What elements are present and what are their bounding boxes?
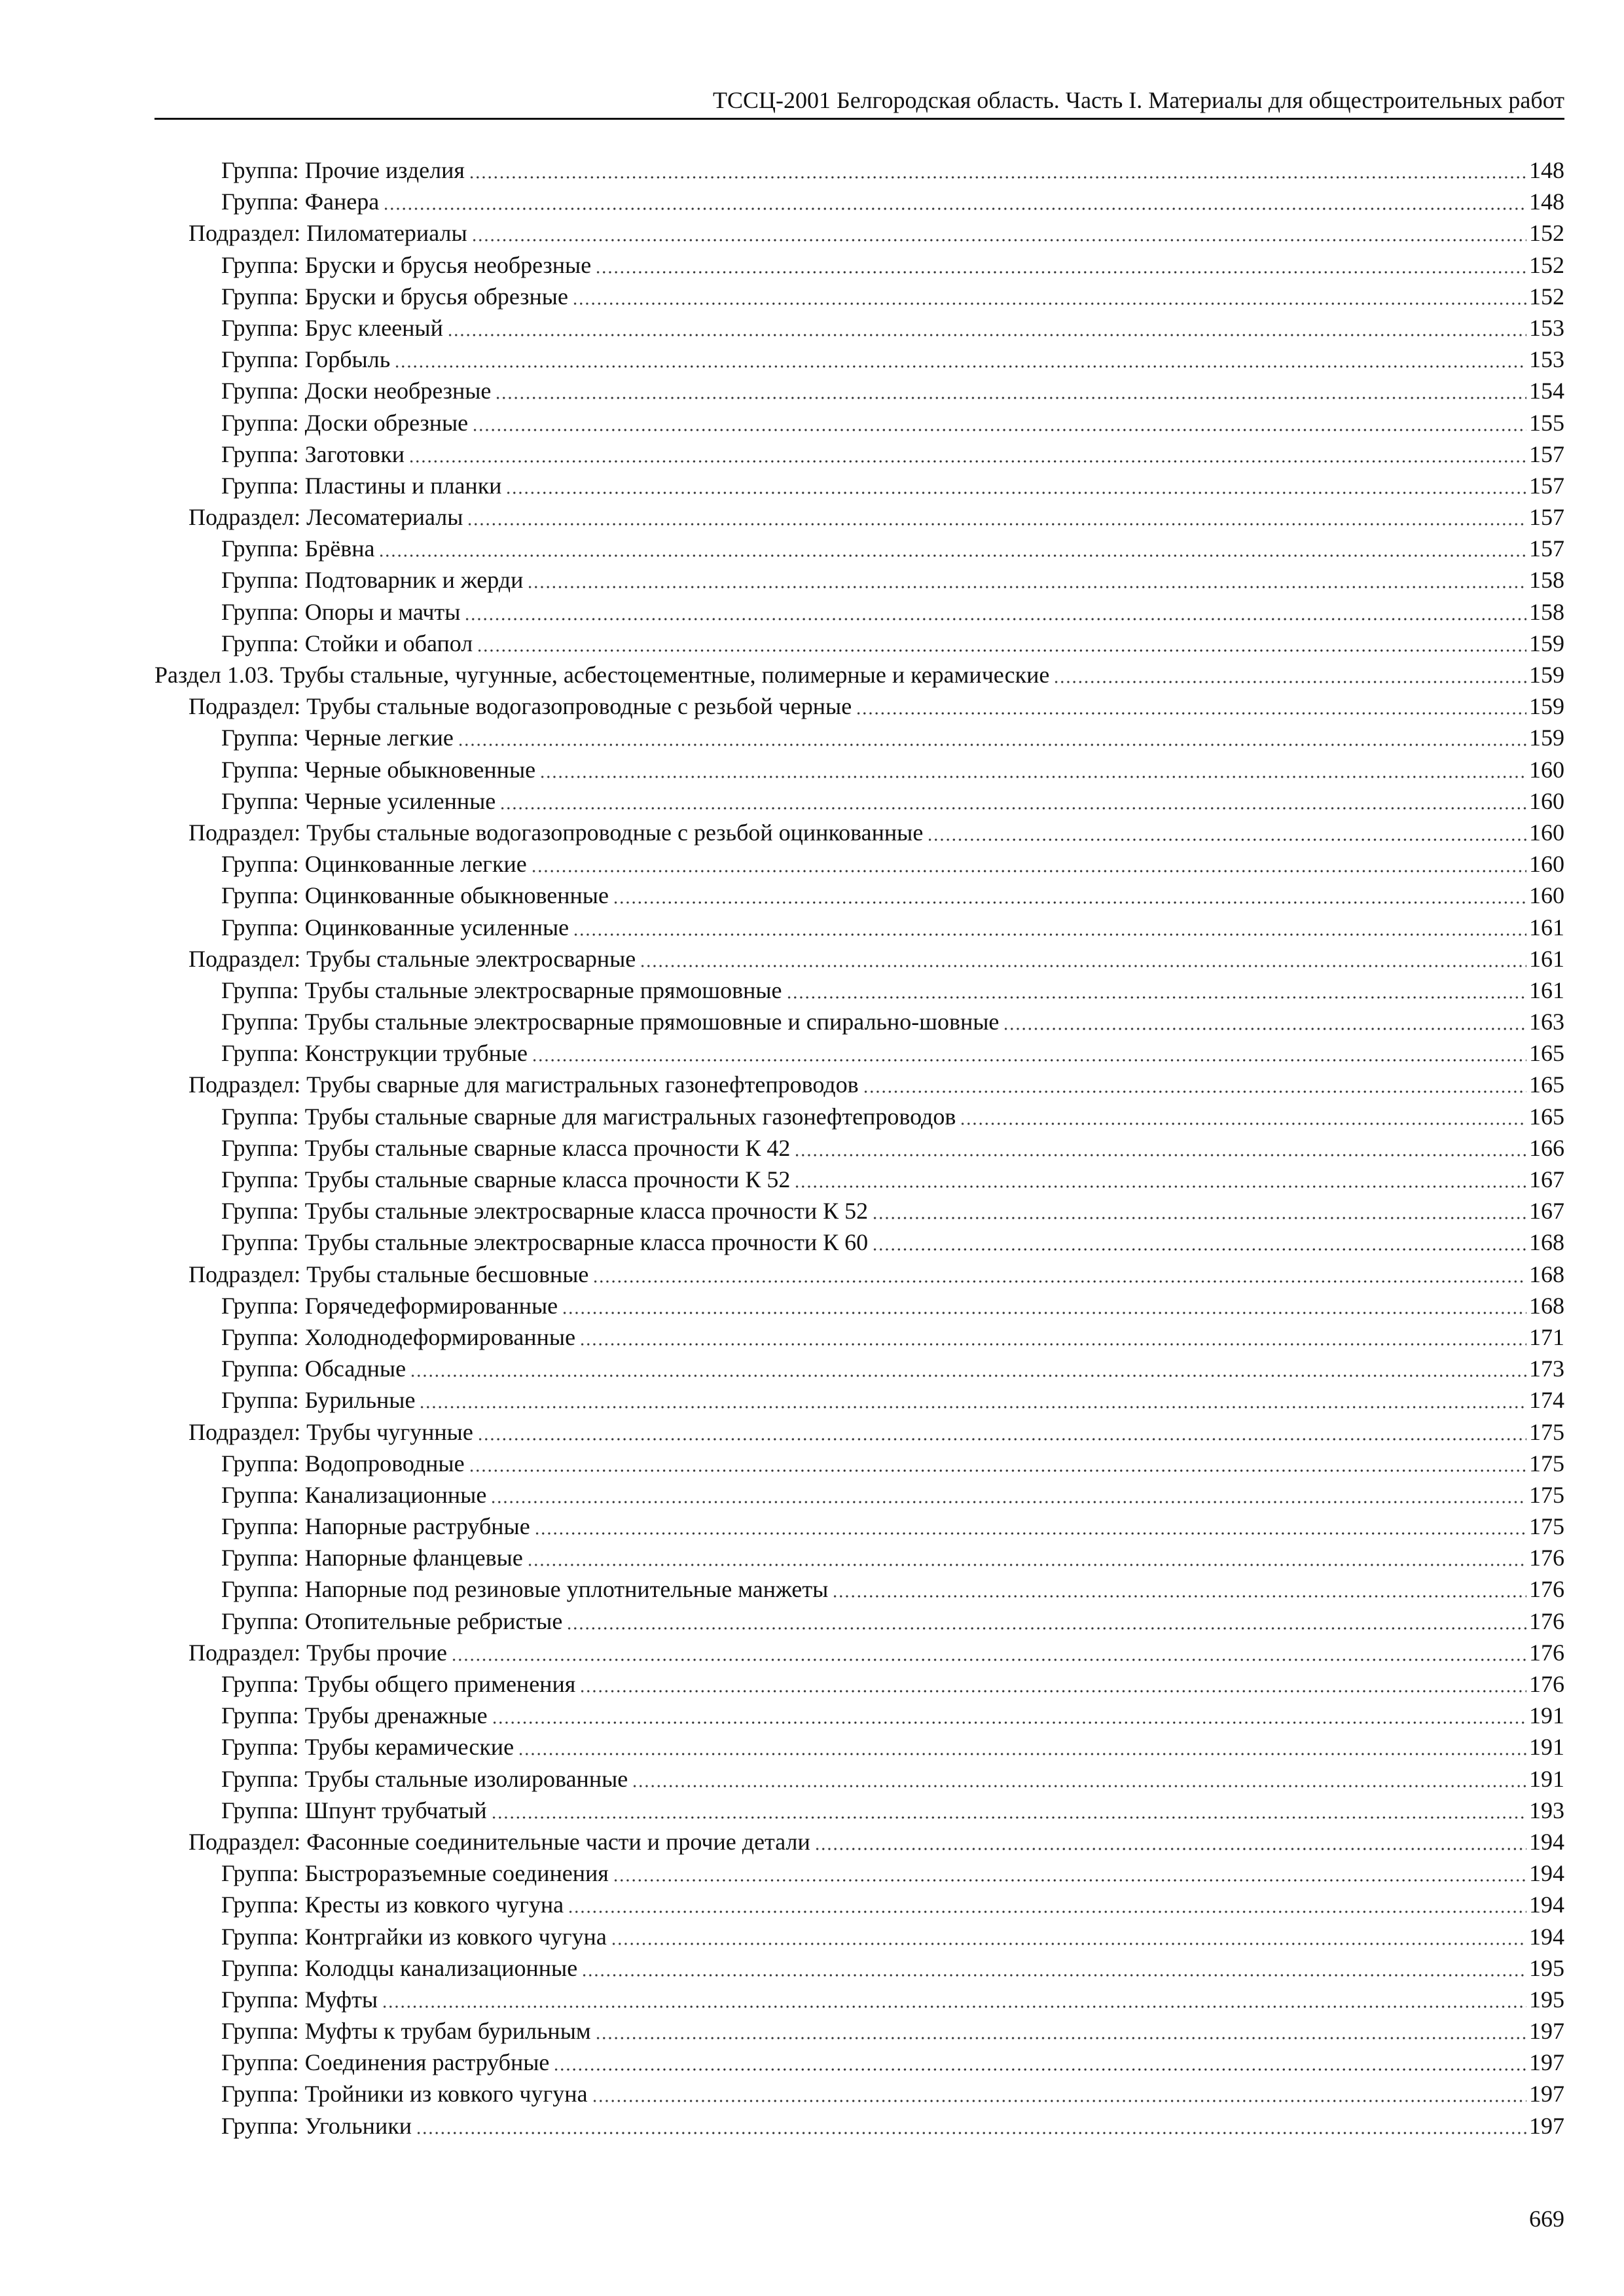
- toc-entry-label: Группа: Фанера: [221, 188, 380, 215]
- toc-entry[interactable]: [154, 1889, 1564, 1920]
- dot-leader: [640, 948, 1526, 968]
- toc-entry[interactable]: [154, 1384, 1564, 1416]
- toc-entry[interactable]: [154, 2047, 1564, 2078]
- toc-entry-label: Группа: Бруски и брусья необрезные: [221, 251, 592, 278]
- toc-entry-page: 159: [1529, 630, 1564, 656]
- toc-entry-page: 152: [1529, 283, 1564, 310]
- toc-entry-page: 165: [1529, 1071, 1564, 1098]
- toc-entry-label: Группа: Трубы керамические: [221, 1734, 514, 1761]
- dot-leader: [469, 160, 1526, 179]
- toc-entry-label: Группа: Обсадные: [221, 1355, 406, 1382]
- toc-entry-label: Группа: Быстроразъемные соединения: [221, 1860, 609, 1887]
- toc-entry[interactable]: [154, 154, 1564, 186]
- toc-entry[interactable]: [154, 217, 1564, 249]
- toc-entry[interactable]: [154, 439, 1564, 470]
- toc-entry-label: Подраздел: Трубы сварные для магистральных газонефтепроводов: [189, 1071, 859, 1098]
- toc-entry-label: Группа: Холоднодеформированные: [221, 1323, 576, 1350]
- dot-leader: [527, 569, 1526, 589]
- toc-entry[interactable]: [154, 281, 1564, 312]
- toc-entry[interactable]: [154, 2110, 1564, 2142]
- dot-leader: [477, 1422, 1526, 1441]
- dot-leader: [469, 1453, 1526, 1473]
- dot-leader: [477, 633, 1526, 653]
- toc-entry-page: 176: [1529, 1545, 1564, 1571]
- toc-entry-page: 154: [1529, 378, 1564, 404]
- toc-entry-label: Группа: Угольники: [221, 2112, 412, 2139]
- page-number: 669: [1529, 2206, 1564, 2232]
- toc-entry-page: 159: [1529, 693, 1564, 720]
- toc-entry-label: Группа: Канализационные: [221, 1481, 487, 1508]
- toc-entry[interactable]: [154, 754, 1564, 785]
- toc-entry-label: Группа: Колодцы канализационные: [221, 1954, 578, 1981]
- toc-entry-page: 176: [1529, 1576, 1564, 1603]
- toc-entry[interactable]: [154, 186, 1564, 217]
- toc-entry-page: 168: [1529, 1261, 1564, 1287]
- toc-entry-page: 167: [1529, 1166, 1564, 1193]
- toc-entry-page: 175: [1529, 1481, 1564, 1508]
- toc-entry-label: Группа: Муфты к трубам бурильным: [221, 2018, 591, 2045]
- toc-entry[interactable]: [154, 1037, 1564, 1069]
- toc-entry-page: 148: [1529, 188, 1564, 215]
- toc-entry-page: 194: [1529, 1923, 1564, 1950]
- dot-leader: [595, 255, 1526, 274]
- toc-entry-page: 157: [1529, 504, 1564, 531]
- toc-entry[interactable]: [154, 1668, 1564, 1700]
- toc-entry[interactable]: [154, 1353, 1564, 1384]
- toc-entry[interactable]: [154, 1984, 1564, 2015]
- dot-leader: [814, 1831, 1526, 1851]
- toc-entry-label: Группа: Подтоварник и жерди: [221, 567, 524, 594]
- dot-leader: [613, 885, 1526, 905]
- toc-entry-page: 194: [1529, 1860, 1564, 1887]
- toc-entry-page: 152: [1529, 220, 1564, 247]
- toc-entry-label: Группа: Брёвна: [221, 535, 375, 562]
- toc-entry-page: 165: [1529, 1103, 1564, 1130]
- toc-entry-page: 171: [1529, 1323, 1564, 1350]
- toc-entry-page: 161: [1529, 914, 1564, 941]
- toc-entry-label: Раздел 1.03. Трубы стальные, чугунные, асбестоцементные, полимерные и керамические: [154, 662, 1050, 688]
- toc-entry-page: 197: [1529, 2049, 1564, 2076]
- toc-entry-label: Группа: Доски необрезные: [221, 378, 492, 404]
- toc-entry-label: Группа: Конструкции трубные: [221, 1040, 528, 1067]
- toc-entry-label: Подраздел: Трубы стальные водогазопроводные с резьбой оцинкованные: [189, 819, 924, 846]
- toc-entry[interactable]: [154, 912, 1564, 943]
- toc-entry[interactable]: [154, 564, 1564, 596]
- toc-entry-page: 159: [1529, 725, 1564, 751]
- dot-leader: [539, 759, 1526, 779]
- toc-entry-page: 175: [1529, 1513, 1564, 1540]
- toc-entry-page: 157: [1529, 535, 1564, 562]
- toc-entry-label: Группа: Кресты из ковкого чугуна: [221, 1892, 564, 1918]
- dot-leader: [613, 1863, 1526, 1882]
- toc-entry[interactable]: [154, 1227, 1564, 1258]
- toc-entry-label: Группа: Трубы стальные электросварные прямошовные: [221, 977, 782, 1003]
- toc-entry-page: 160: [1529, 882, 1564, 909]
- toc-entry-page: 157: [1529, 472, 1564, 499]
- toc-entry[interactable]: [154, 1700, 1564, 1731]
- page-header-title: ТССЦ-2001 Белгородская область. Часть I. Материалы для общестроительных работ: [713, 87, 1564, 113]
- dot-leader: [872, 1200, 1526, 1220]
- toc-entry[interactable]: [154, 1952, 1564, 1984]
- toc-entry-label: Группа: Трубы стальные сварные класса прочности К 52: [221, 1166, 791, 1193]
- toc-entry[interactable]: [154, 1069, 1564, 1100]
- dot-leader: [573, 917, 1526, 937]
- dot-leader: [960, 1106, 1526, 1126]
- toc-entry-label: Группа: Горбыль: [221, 346, 391, 373]
- dot-leader: [419, 1390, 1526, 1409]
- toc-entry-page: 153: [1529, 346, 1564, 373]
- dot-leader: [499, 791, 1526, 810]
- toc-entry[interactable]: [154, 344, 1564, 375]
- toc-entry-page: 166: [1529, 1134, 1564, 1161]
- toc-entry-page: 191: [1529, 1765, 1564, 1792]
- toc-entry[interactable]: [154, 1731, 1564, 1763]
- toc-entry-page: 161: [1529, 945, 1564, 972]
- toc-entry-label: Группа: Бруски и брусья обрезные: [221, 283, 568, 310]
- dot-leader: [572, 286, 1526, 306]
- toc-entry-page: 175: [1529, 1450, 1564, 1477]
- dot-leader: [472, 412, 1526, 432]
- dot-leader: [579, 1674, 1526, 1693]
- toc-entry-label: Подраздел: Трубы стальные электросварные: [189, 945, 636, 972]
- toc-entry-page: 152: [1529, 251, 1564, 278]
- toc-entry-label: Подраздел: Пиломатериалы: [189, 220, 467, 247]
- dot-leader: [534, 1516, 1526, 1535]
- toc-entry[interactable]: [154, 1101, 1564, 1132]
- dot-leader: [383, 191, 1526, 211]
- toc-entry[interactable]: [154, 1132, 1564, 1164]
- toc-entry-page: 176: [1529, 1607, 1564, 1634]
- toc-entry[interactable]: [154, 1637, 1564, 1668]
- toc-entry-page: 160: [1529, 851, 1564, 878]
- dot-leader: [464, 601, 1526, 621]
- toc-entry[interactable]: [154, 1795, 1564, 1826]
- toc-entry-page: 153: [1529, 314, 1564, 341]
- toc-entry-page: 194: [1529, 1892, 1564, 1918]
- toc-entry-page: 175: [1529, 1418, 1564, 1445]
- toc-entry-label: Группа: Трубы общего применения: [221, 1671, 576, 1697]
- toc-entry-label: Группа: Соединения раструбные: [221, 2049, 550, 2076]
- dot-leader: [471, 223, 1526, 242]
- dot-leader: [527, 1547, 1526, 1567]
- toc-entry-label: Группа: Водопроводные: [221, 1450, 465, 1477]
- toc-entry-page: 197: [1529, 2081, 1564, 2108]
- toc-entry-label: Группа: Оцинкованные усиленные: [221, 914, 569, 941]
- toc-entry-label: Группа: Стойки и обапол: [221, 630, 473, 656]
- toc-entry[interactable]: [154, 628, 1564, 659]
- dot-leader: [495, 380, 1526, 400]
- header-rule: [154, 118, 1564, 120]
- toc-entry[interactable]: [154, 2078, 1564, 2109]
- dot-leader: [872, 1232, 1526, 1251]
- toc-entry-label: Группа: Заготовки: [221, 440, 405, 467]
- toc-entry-page: 174: [1529, 1387, 1564, 1414]
- toc-entry-label: Подраздел: Трубы стальные водогазопроводные с резьбой черные: [189, 693, 852, 720]
- toc-entry-page: 195: [1529, 1986, 1564, 2013]
- table-of-contents: [154, 154, 1564, 2142]
- toc-entry[interactable]: [154, 1605, 1564, 1637]
- toc-entry[interactable]: [154, 501, 1564, 533]
- toc-entry[interactable]: [154, 2015, 1564, 2047]
- dot-leader: [1003, 1011, 1526, 1031]
- toc-entry-label: Группа: Прочие изделия: [221, 157, 465, 183]
- toc-entry[interactable]: [154, 375, 1564, 406]
- dot-leader: [410, 1358, 1526, 1378]
- toc-entry-label: Группа: Напорные раструбные: [221, 1513, 530, 1540]
- toc-entry-label: Группа: Трубы дренажные: [221, 1702, 488, 1729]
- dot-leader: [416, 2115, 1526, 2135]
- toc-entry-page: 165: [1529, 1040, 1564, 1067]
- dot-leader: [394, 349, 1526, 368]
- toc-entry[interactable]: [154, 691, 1564, 722]
- toc-entry-page: 158: [1529, 567, 1564, 594]
- toc-entry-label: Группа: Шпунт трубчатый: [221, 1797, 487, 1823]
- toc-entry-page: 159: [1529, 662, 1564, 688]
- toc-entry-page: 160: [1529, 787, 1564, 814]
- toc-entry-page: 163: [1529, 1009, 1564, 1035]
- toc-entry-page: 197: [1529, 2112, 1564, 2139]
- toc-entry[interactable]: [154, 848, 1564, 880]
- dot-leader: [562, 1295, 1526, 1315]
- dot-leader: [532, 1043, 1526, 1062]
- toc-entry[interactable]: [154, 659, 1564, 691]
- dot-leader: [856, 696, 1526, 715]
- toc-entry-label: Группа: Доски обрезные: [221, 409, 469, 436]
- toc-entry[interactable]: [154, 1416, 1564, 1448]
- dot-leader: [490, 1484, 1526, 1504]
- toc-entry-page: 176: [1529, 1639, 1564, 1666]
- toc-entry[interactable]: [154, 1006, 1564, 1037]
- toc-entry[interactable]: [154, 880, 1564, 911]
- dot-leader: [592, 2083, 1526, 2103]
- toc-entry-page: 161: [1529, 977, 1564, 1003]
- dot-leader: [518, 1736, 1526, 1756]
- toc-entry-label: Группа: Трубы стальные электросварные прямошовные и спирально-шовные: [221, 1009, 1000, 1035]
- toc-entry-label: Подраздел: Лесоматериалы: [189, 504, 463, 531]
- toc-entry[interactable]: [154, 1542, 1564, 1573]
- toc-entry-label: Группа: Оцинкованные обыкновенные: [221, 882, 609, 909]
- toc-entry-page: 168: [1529, 1229, 1564, 1256]
- toc-entry-label: Подраздел: Фасонные соединительные части и прочие детали: [189, 1828, 810, 1855]
- toc-entry[interactable]: [154, 817, 1564, 848]
- dot-leader: [566, 1611, 1526, 1630]
- toc-entry-label: Группа: Трубы стальные электросварные класса прочности К 60: [221, 1229, 869, 1256]
- dot-leader: [491, 1800, 1526, 1820]
- dot-leader: [568, 1894, 1526, 1914]
- toc-entry[interactable]: [154, 1259, 1564, 1290]
- toc-entry[interactable]: [154, 1857, 1564, 1889]
- toc-entry-page: 168: [1529, 1292, 1564, 1319]
- toc-entry[interactable]: [154, 1921, 1564, 1952]
- toc-entry[interactable]: [154, 1164, 1564, 1195]
- toc-entry[interactable]: [154, 1448, 1564, 1479]
- toc-entry[interactable]: [154, 1511, 1564, 1542]
- toc-entry-page: 160: [1529, 819, 1564, 846]
- toc-entry-label: Группа: Пластины и планки: [221, 472, 502, 499]
- toc-entry-page: 197: [1529, 2018, 1564, 2045]
- dot-leader: [794, 1169, 1526, 1189]
- toc-entry-page: 155: [1529, 409, 1564, 436]
- toc-entry[interactable]: [154, 1479, 1564, 1511]
- dot-leader: [458, 727, 1526, 747]
- toc-entry[interactable]: [154, 249, 1564, 281]
- dot-leader: [832, 1579, 1526, 1598]
- toc-entry[interactable]: [154, 722, 1564, 753]
- dot-leader: [447, 317, 1526, 337]
- toc-entry[interactable]: [154, 1573, 1564, 1605]
- toc-entry-label: Группа: Трубы стальные изолированные: [221, 1765, 628, 1792]
- toc-entry-label: Группа: Тройники из ковкого чугуна: [221, 2081, 588, 2108]
- toc-entry-label: Группа: Черные легкие: [221, 725, 454, 751]
- toc-entry-page: 193: [1529, 1797, 1564, 1823]
- toc-entry[interactable]: [154, 596, 1564, 628]
- dot-leader: [1053, 664, 1526, 684]
- dot-leader: [579, 1327, 1526, 1346]
- toc-entry-label: Группа: Муфты: [221, 1986, 378, 2013]
- toc-entry-page: 148: [1529, 157, 1564, 183]
- dot-leader: [553, 2052, 1526, 2072]
- dot-leader: [863, 1074, 1526, 1094]
- toc-entry-label: Группа: Контргайки из ковкого чугуна: [221, 1923, 607, 1950]
- toc-entry-label: Группа: Напорные фланцевые: [221, 1545, 523, 1571]
- toc-entry-label: Группа: Брус клееный: [221, 314, 443, 341]
- toc-entry-page: 191: [1529, 1702, 1564, 1729]
- toc-entry-page: 167: [1529, 1198, 1564, 1225]
- dot-leader: [467, 507, 1526, 526]
- toc-entry-label: Группа: Напорные под резиновые уплотнительные манжеты: [221, 1576, 829, 1603]
- toc-entry-label: Подраздел: Трубы стальные бесшовные: [189, 1261, 589, 1287]
- dot-leader: [531, 853, 1526, 873]
- toc-entry-page: 194: [1529, 1828, 1564, 1855]
- toc-entry[interactable]: [154, 470, 1564, 501]
- dot-leader: [786, 980, 1526, 999]
- toc-entry[interactable]: [154, 533, 1564, 564]
- toc-entry-label: Подраздел: Трубы чугунные: [189, 1418, 473, 1445]
- toc-entry-label: Группа: Черные усиленные: [221, 787, 496, 814]
- toc-entry[interactable]: [154, 943, 1564, 975]
- toc-entry-page: 191: [1529, 1734, 1564, 1761]
- toc-entry-label: Группа: Трубы стальные электросварные класса прочности К 52: [221, 1198, 869, 1225]
- toc-entry-page: 173: [1529, 1355, 1564, 1382]
- toc-entry-page: 176: [1529, 1671, 1564, 1697]
- toc-entry-label: Подраздел: Трубы прочие: [189, 1639, 447, 1666]
- dot-leader: [794, 1138, 1526, 1157]
- dot-leader: [382, 1989, 1526, 2009]
- toc-entry[interactable]: [154, 1826, 1564, 1857]
- toc-entry-label: Группа: Опоры и мачты: [221, 598, 461, 625]
- toc-entry-label: Группа: Отопительные ребристые: [221, 1607, 563, 1634]
- toc-entry[interactable]: [154, 785, 1564, 817]
- dot-leader: [451, 1642, 1526, 1662]
- toc-entry-page: 160: [1529, 756, 1564, 783]
- dot-leader: [378, 538, 1526, 558]
- toc-entry-label: Группа: Горячедеформированные: [221, 1292, 558, 1319]
- dot-leader: [611, 1926, 1526, 1946]
- toc-entry[interactable]: [154, 1321, 1564, 1353]
- dot-leader: [408, 444, 1526, 463]
- dot-leader: [927, 822, 1526, 842]
- toc-entry-page: 158: [1529, 598, 1564, 625]
- toc-entry[interactable]: [154, 407, 1564, 439]
- toc-entry-page: 195: [1529, 1954, 1564, 1981]
- toc-entry-page: 157: [1529, 440, 1564, 467]
- toc-entry[interactable]: [154, 1763, 1564, 1795]
- dot-leader: [632, 1768, 1526, 1788]
- toc-entry-label: Группа: Трубы стальные сварные класса прочности К 42: [221, 1134, 791, 1161]
- dot-leader: [581, 1958, 1526, 1977]
- toc-entry[interactable]: [154, 1290, 1564, 1321]
- toc-entry[interactable]: [154, 975, 1564, 1006]
- dot-leader: [595, 2020, 1526, 2040]
- dot-leader: [592, 1264, 1526, 1283]
- toc-entry[interactable]: [154, 1195, 1564, 1227]
- toc-entry-label: Группа: Бурильные: [221, 1387, 416, 1414]
- toc-entry-label: Группа: Трубы стальные сварные для магистральных газонефтепроводов: [221, 1103, 956, 1130]
- dot-leader: [492, 1705, 1526, 1725]
- toc-entry-label: Группа: Оцинкованные легкие: [221, 851, 527, 878]
- toc-entry[interactable]: [154, 312, 1564, 344]
- dot-leader: [505, 475, 1526, 495]
- toc-entry-label: Группа: Черные обыкновенные: [221, 756, 536, 783]
